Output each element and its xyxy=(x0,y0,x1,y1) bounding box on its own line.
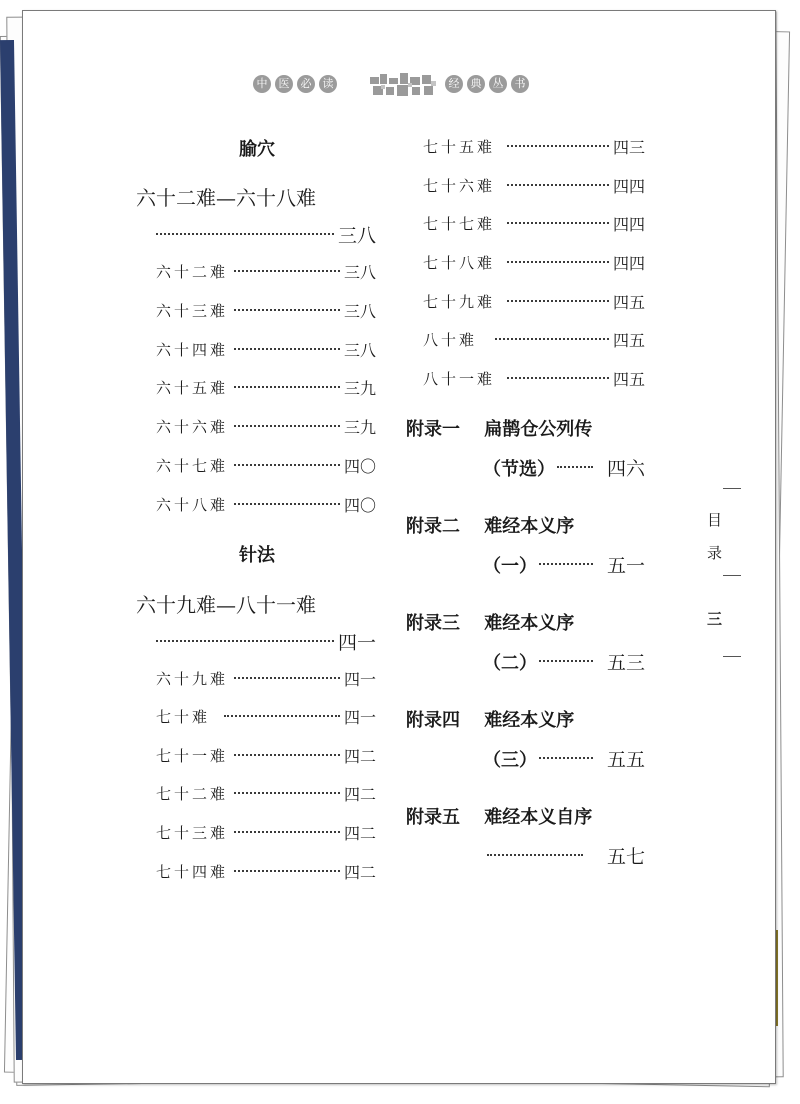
appendix-title: 扁鹊仓公列传 xyxy=(484,419,593,440)
series-char: 丛 xyxy=(489,75,507,93)
toc-label: 七十八难 xyxy=(423,254,496,272)
toc-entry[interactable] xyxy=(156,821,376,844)
page-number: 五七 xyxy=(606,846,645,868)
dot-leader xyxy=(507,184,609,186)
dot-leader xyxy=(156,233,334,235)
toc-entry[interactable] xyxy=(156,260,376,283)
series-header xyxy=(253,66,533,100)
dot-leader xyxy=(507,222,609,224)
page-number: 四五 xyxy=(612,331,645,350)
toc-entry[interactable] xyxy=(156,782,376,805)
dot-leader xyxy=(234,792,340,794)
dot-leader xyxy=(507,145,609,147)
toc-label: 八十一难 xyxy=(423,370,496,388)
dot-leader xyxy=(234,754,340,756)
side-tab-label: 录 xyxy=(707,544,723,562)
page-number: 四三 xyxy=(612,138,645,157)
page-number: 四四 xyxy=(612,254,645,273)
appendix-heading[interactable] xyxy=(406,706,574,732)
series-char: 读 xyxy=(319,75,337,93)
series-char: 书 xyxy=(511,75,529,93)
section-title: 腧穴 xyxy=(239,139,275,160)
dot-leader xyxy=(234,870,340,872)
page-number: 五一 xyxy=(606,555,645,577)
appendix-title: 难经本义序 xyxy=(484,613,575,634)
toc-entry[interactable] xyxy=(156,376,376,399)
page-number: 三九 xyxy=(343,418,376,437)
appendix-name: 附录二 xyxy=(406,516,460,537)
page-number: 三八 xyxy=(343,341,376,360)
appendix-entry[interactable] xyxy=(483,745,645,772)
series-char: 中 xyxy=(253,75,271,93)
dot-leader xyxy=(507,300,609,302)
page-number: 五三 xyxy=(606,652,645,674)
side-divider xyxy=(723,656,741,657)
book-page xyxy=(22,10,776,1084)
appendix-entry[interactable] xyxy=(483,648,645,675)
section-range: 六十九难—八十一难 xyxy=(136,593,316,617)
page-number: 四二 xyxy=(343,863,376,882)
toc-label: 七十九难 xyxy=(423,293,496,311)
appendix-name: 附录五 xyxy=(406,807,460,828)
appendix-entry[interactable] xyxy=(483,551,645,578)
appendix-heading[interactable] xyxy=(406,512,574,538)
toc-entry[interactable] xyxy=(156,299,376,322)
toc-entry[interactable] xyxy=(423,290,645,313)
appendix-heading[interactable] xyxy=(406,415,592,441)
page-number: 五五 xyxy=(606,749,645,771)
toc-entry[interactable] xyxy=(423,251,645,274)
toc-label: 七十七难 xyxy=(423,215,496,233)
toc-entry[interactable] xyxy=(156,628,376,655)
toc-label: 八十难 xyxy=(423,331,478,349)
page-number: 四四 xyxy=(612,215,645,234)
dot-leader xyxy=(539,660,593,662)
appendix-title: 难经本义序 xyxy=(484,710,575,731)
toc-entry[interactable] xyxy=(156,667,376,690)
toc-entry[interactable] xyxy=(156,221,376,248)
appendix-subtitle: （一） xyxy=(483,555,537,577)
toc-entry[interactable] xyxy=(423,328,645,351)
page-number: 四五 xyxy=(612,293,645,312)
series-char: 必 xyxy=(297,75,315,93)
dot-leader xyxy=(539,563,593,565)
dot-leader xyxy=(507,261,609,263)
dot-leader xyxy=(234,503,340,505)
dot-leader xyxy=(487,854,583,856)
dot-leader xyxy=(495,338,609,340)
page-number: 四四 xyxy=(612,177,645,196)
page-number: 四六 xyxy=(606,458,645,480)
toc-label: 七十五难 xyxy=(423,138,496,156)
toc-label: 六十三难 xyxy=(156,302,229,320)
toc-label: 六十五难 xyxy=(156,379,229,397)
appendix-name: 附录四 xyxy=(406,710,460,731)
side-tab-label: 目 xyxy=(707,511,723,529)
toc-entry[interactable] xyxy=(156,338,376,361)
toc-entry[interactable] xyxy=(423,212,645,235)
toc-entry[interactable] xyxy=(156,705,376,728)
page-number: 三八 xyxy=(337,225,376,247)
dot-leader xyxy=(234,270,340,272)
dot-leader xyxy=(156,640,334,642)
toc-entry[interactable] xyxy=(423,135,645,158)
toc-label: 六十七难 xyxy=(156,457,229,475)
page-number: 四〇 xyxy=(343,457,376,476)
dot-leader xyxy=(224,715,340,717)
toc-label: 七十三难 xyxy=(156,824,229,842)
dot-leader xyxy=(539,757,593,759)
toc-label: 七十六难 xyxy=(423,177,496,195)
series-logo-icon xyxy=(368,71,438,99)
dot-leader xyxy=(234,464,340,466)
page-number: 三九 xyxy=(343,379,376,398)
toc-entry[interactable] xyxy=(423,367,645,390)
dot-leader xyxy=(234,831,340,833)
page-number: 四一 xyxy=(343,708,376,727)
toc-label: 六十八难 xyxy=(156,496,229,514)
dot-leader xyxy=(557,466,593,468)
appendix-title: 难经本义自序 xyxy=(484,807,593,828)
page-number: 三八 xyxy=(343,263,376,282)
section-range: 六十二难—六十八难 xyxy=(136,186,316,210)
toc-entry[interactable] xyxy=(156,493,376,516)
appendix-subtitle: （二） xyxy=(483,652,537,674)
appendix-name: 附录一 xyxy=(406,419,460,440)
toc-label: 六十六难 xyxy=(156,418,229,436)
toc-label: 六十二难 xyxy=(156,263,229,281)
appendix-name: 附录三 xyxy=(406,613,460,634)
dot-leader xyxy=(507,377,609,379)
toc-entry[interactable] xyxy=(156,860,376,883)
series-char: 典 xyxy=(467,75,485,93)
appendix-entry[interactable] xyxy=(483,454,645,481)
dot-leader xyxy=(234,677,340,679)
page-number: 四〇 xyxy=(343,496,376,515)
dot-leader xyxy=(234,348,340,350)
dot-leader xyxy=(234,386,340,388)
page-number: 四一 xyxy=(343,670,376,689)
page-number: 四五 xyxy=(612,370,645,389)
appendix-title: 难经本义序 xyxy=(484,516,575,537)
series-char: 经 xyxy=(445,75,463,93)
series-char: 医 xyxy=(275,75,293,93)
toc-entry[interactable] xyxy=(423,174,645,197)
dot-leader xyxy=(234,309,340,311)
toc-label: 六十九难 xyxy=(156,670,229,688)
dot-leader xyxy=(234,425,340,427)
side-divider xyxy=(723,575,741,576)
appendix-subtitle: （节选） xyxy=(483,458,555,480)
side-divider xyxy=(723,488,741,489)
page-number: 三八 xyxy=(343,302,376,321)
toc-label: 七十一难 xyxy=(156,747,229,765)
appendix-entry[interactable] xyxy=(487,842,645,869)
page-number-label: 三 xyxy=(707,610,723,628)
page-number: 四二 xyxy=(343,824,376,843)
page-number: 四一 xyxy=(337,632,376,654)
toc-label: 七十四难 xyxy=(156,863,229,881)
page-number: 四二 xyxy=(343,785,376,804)
toc-label: 七十二难 xyxy=(156,785,229,803)
toc-label: 六十四难 xyxy=(156,341,229,359)
page-number: 四二 xyxy=(343,747,376,766)
appendix-heading[interactable] xyxy=(406,803,592,829)
appendix-heading[interactable] xyxy=(406,609,574,635)
toc-entry[interactable] xyxy=(156,415,376,438)
section-title: 针法 xyxy=(239,545,275,566)
appendix-subtitle: （三） xyxy=(483,749,537,771)
toc-entry[interactable] xyxy=(156,744,376,767)
toc-entry[interactable] xyxy=(156,454,376,477)
toc-label: 七十难 xyxy=(156,708,211,726)
